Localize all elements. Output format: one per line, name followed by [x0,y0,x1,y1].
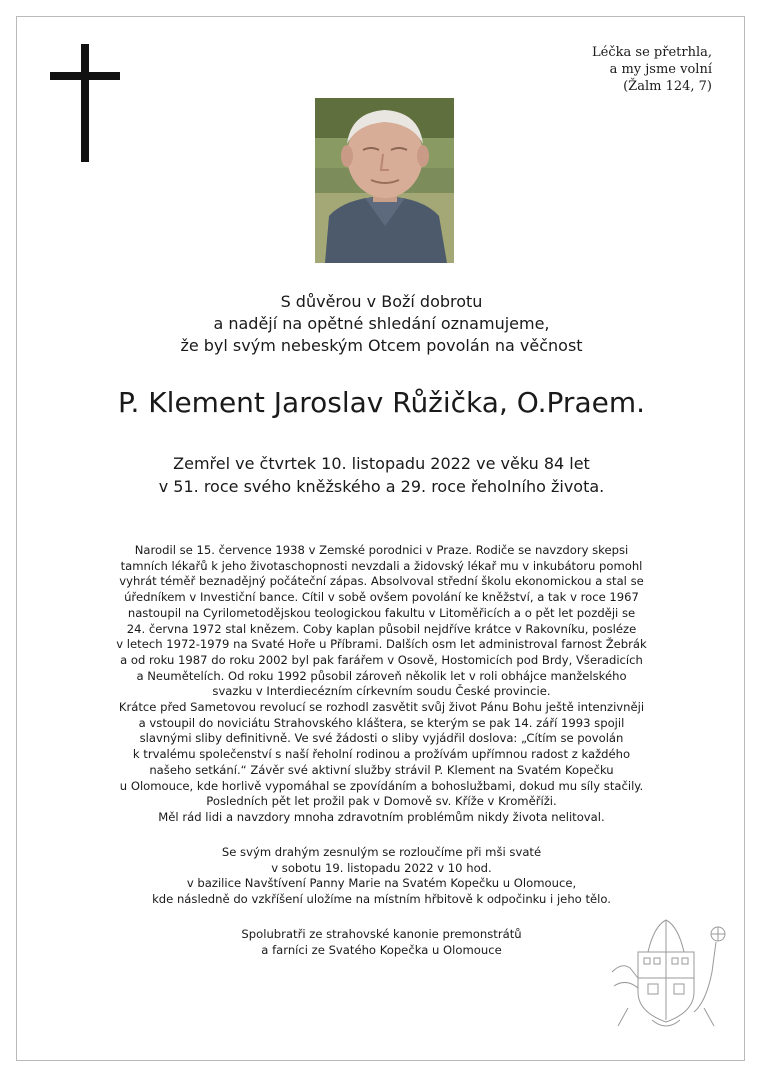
coat-of-arms-icon [608,912,728,1036]
bio-line: k trvalému společenství s naší řeholní rodinou a prožívám upřímnou radost z každého [132,747,631,762]
funeral-line: v sobotu 19. listopadu 2022 v 10 hod. [271,860,492,875]
bio-line: a Neumětelích. Od roku 1992 působil zároveň několik let v roli obhájce manželského [136,668,627,683]
motto-line: Léčka se přetrhla, [592,45,712,60]
bio-line: 24. června 1972 stal knězem. Coby kaplan působil nejdříve krátce v Rakovníku, posléze [126,621,637,636]
intro-line: a nadějí na opětné shledání oznamujeme, [213,314,550,333]
death-line: v 51. roce svého kněžského a 29. roce řeholního života. [158,477,605,496]
intro-line: že byl svým nebeským Otcem povolán na věčnost [180,336,583,355]
portrait-photo [315,98,454,263]
bio-line: a vstoupil do noviciátu Strahovského kláštera, se kterým se pak 14. září 1993 spojil [138,715,625,730]
bio-line: našeho setkání.“ Závěr své aktivní služby strávil P. Klement na Svatém Kopečku [149,762,614,777]
cross-icon [50,44,120,162]
deceased-name: P. Klement Jaroslav Růžička, O.Praem. [117,386,646,419]
bio-line: v letech 1972-1979 na Svaté Hoře u Příbrami. Dalších osm let administroval farnost Žebrák [116,637,647,652]
announcement-intro [0,291,763,357]
death-notice [0,452,763,498]
motto-line: a my jsme volní [609,62,712,77]
signer-line: Spolubratři ze strahovské kanonie premonstrátů [241,927,522,941]
bio-line: tamních lékařů k jeho životaschopnosti nevzdali a židovský lékař mu v inkubátoru pomohl [120,558,643,573]
funeral-line: kde následně do vzkříšení uložíme na místním hřbitově k odpočinku i jeho tělo. [152,892,611,907]
intro-line: S důvěrou v Boží dobrotu [280,292,483,311]
funeral-info [0,845,763,908]
bio-line: úředníkem v Investiční bance. Cítil v sobě ovšem povolání ke kněžství, a tak v roce 1967 [124,590,639,605]
psalm-motto [592,44,712,95]
bio-line: Narodil se 15. července 1938 v Zemské porodnici v Praze. Rodiče se navzdory skepsi [134,543,629,557]
bio-line: Krátce před Sametovou revolucí se rozhodl zasvětit svůj život Pánu Bohu ještě intenzivněji [118,700,645,715]
bio-line: Měl rád lidi a navzdory mnoha zdravotním problémům nikdy života nelitoval. [158,809,605,824]
signer-line: a farníci ze Svatého Kopečka u Olomouce [261,942,502,957]
bio-line: vyhrát téměř beznadějný počáteční zápas. Absolvoval střední školu ekonomickou a stal se [119,574,644,589]
motto-line: (Žalm 124, 7) [623,79,712,94]
bio-line: slavnými sliby definitivně. Ve své žádosti o sliby vyjádřil doslova: „Cítím se povolán [139,731,624,746]
funeral-line: v bazilice Navštívení Panny Marie na Svatém Kopečku u Olomouce, [186,876,577,891]
bio-line: a od roku 1987 do roku 2002 byl pak farářem v Osově, Hostomicích pod Brdy, Všeradicích [120,652,643,667]
biography [100,543,663,826]
bio-line: nastoupil na Cyrilometodějskou teologickou fakultu v Litoměřicích a o pět let později se [127,605,636,620]
bio-line: svazku v Interdiecézním církevním soudu České provincie. [212,684,551,699]
bio-line: Posledních pět let prožil pak v Domově sv. Kříže v Kroměříži. [206,794,557,809]
death-line: Zemřel ve čtvrtek 10. listopadu 2022 ve věku 84 let [173,454,590,473]
funeral-line: Se svým drahým zesnulým se rozloučíme při mši svaté [221,845,542,859]
bio-line: u Olomouce, kde horlivě vypomáhal se zpovídáním a bohoslužbami, dokud mu síly stačily. [119,778,644,793]
